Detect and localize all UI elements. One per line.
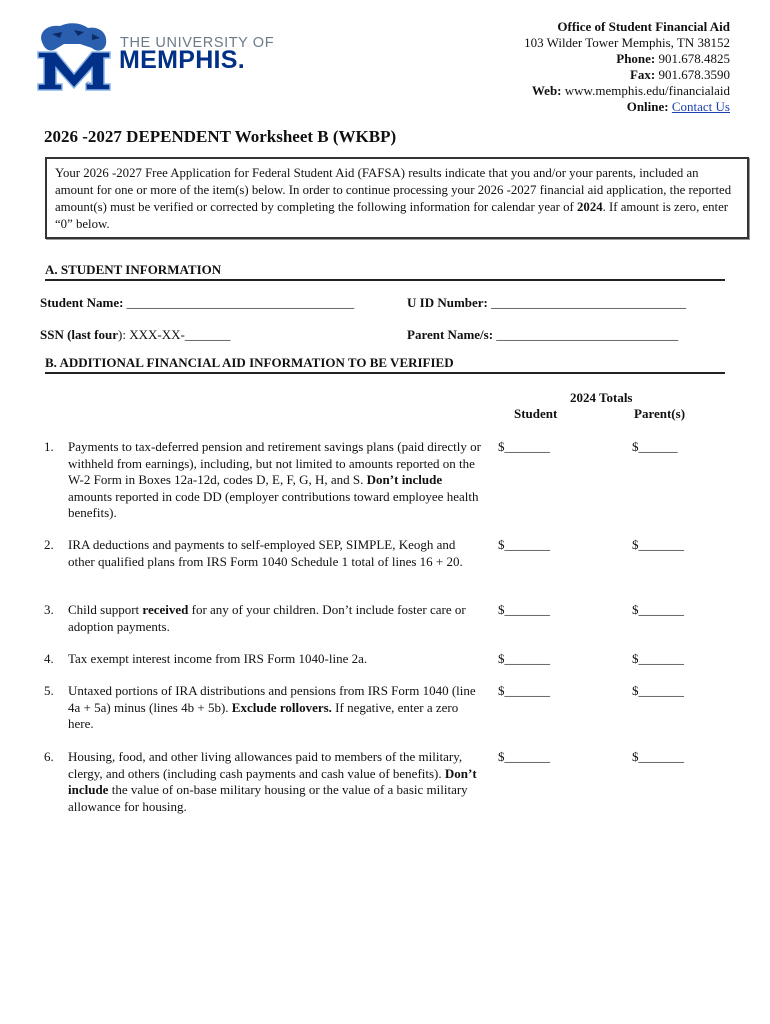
instructions-year: 2024 (577, 200, 603, 214)
instructions-text-end: . If amount is zero, enter “0” below. (55, 200, 729, 231)
fax-value: 901.678.3590 (658, 67, 730, 82)
parent-amount-blank[interactable]: $______ (632, 439, 678, 454)
parent-name-label: Parent Name/s: (407, 327, 494, 342)
ssn-label-close: ): (118, 327, 126, 342)
logo-text-university-of: THE UNIVERSITY OF (120, 35, 275, 51)
office-name: Office of Student Financial Aid (557, 19, 730, 34)
parent-name-field[interactable] (407, 327, 678, 343)
ssn-field[interactable] (40, 327, 230, 343)
list-item (44, 651, 484, 668)
list-item (44, 602, 484, 635)
totals-year-heading: 2024 Totals (570, 390, 633, 405)
student-amount-blank[interactable]: $_______ (498, 651, 550, 666)
student-amount-blank[interactable]: $_______ (498, 602, 550, 617)
item-description-emphasis: Don’t include (68, 765, 477, 797)
parents-column-heading: Parent(s) (634, 406, 686, 421)
online-label: Online: (626, 99, 669, 114)
item-number: 6. (44, 749, 54, 764)
item-description-text: Housing, food, and other living allowances paid to members of the military, clergy, and others (including cash payments and cash value of benefits). (68, 749, 463, 781)
section-a-heading: A. STUDENT INFORMATION (45, 262, 725, 281)
item-number: 2. (44, 537, 54, 552)
item-description-emphasis: Don’t include (366, 472, 443, 487)
item-description-text: Untaxed portions of IRA distributions and pensions from IRS Form 1040 (line 4a + 5a) minus (lines 4b + 5b). (68, 683, 476, 715)
instructions-text: Your 2026 -2027 Free Application for Federal Student Aid (FAFSA) results indicate that you and/or your parents, included an amount for one or more of the item(s) below. In order to continue processing your 2026 -2027 financial aid application, the reported amount(s) must be verified or corrected by completing the following information for calendar year of (55, 166, 732, 214)
web-label: Web: (531, 83, 562, 98)
item-description-emphasis: received (142, 602, 189, 617)
fax-label: Fax: (629, 67, 656, 82)
parent-amount-blank[interactable]: $_______ (632, 683, 684, 698)
student-name-field[interactable] (40, 295, 354, 311)
uid-blank[interactable]: ______________________________ (491, 295, 687, 310)
student-amount-blank[interactable]: $_______ (498, 749, 550, 764)
parent-amount-blank[interactable]: $_______ (632, 651, 684, 666)
office-address: 103 Wilder Tower Memphis, TN 38152 (524, 35, 730, 50)
web-value: www.memphis.edu/financialaid (564, 83, 730, 98)
item-description-text: for any of your children. Don’t include foster care or adoption payments. (68, 602, 466, 634)
parent-amount-blank[interactable]: $_______ (632, 602, 684, 617)
ssn-label: SSN (last four (40, 327, 119, 342)
item-description (68, 749, 484, 815)
item-description (68, 683, 484, 733)
list-item (44, 537, 484, 570)
item-description-text: Tax exempt interest income from IRS Form 1040-line 2a. (68, 651, 368, 666)
item-description (68, 439, 484, 522)
uid-label: U ID Number: (407, 295, 488, 310)
instructions-box (45, 157, 749, 239)
item-description (68, 651, 484, 668)
item-description-text: Child support (68, 602, 143, 617)
phone-value: 901.678.4825 (658, 51, 730, 66)
parent-amount-blank[interactable]: $_______ (632, 537, 684, 552)
item-description (68, 537, 484, 570)
item-number: 1. (44, 439, 54, 454)
list-item (44, 749, 484, 815)
item-description-text: amounts reported in code DD (employer contributions toward employee health benefits). (68, 488, 479, 520)
student-name-label: Student Name: (40, 295, 124, 310)
registered-mark: ® (86, 82, 92, 89)
item-description-text: the value of on-base military housing or the value of a basic military allowance for housing. (68, 782, 468, 814)
item-description-text: If negative, enter a zero here. (68, 699, 459, 731)
item-description (68, 602, 484, 635)
parent-amount-blank[interactable]: $_______ (632, 749, 684, 764)
parent-name-blank[interactable]: ____________________________ (496, 327, 679, 342)
list-item (44, 683, 484, 733)
student-amount-blank[interactable]: $_______ (498, 439, 550, 454)
office-contact-block (524, 19, 730, 115)
page-title: 2026 -2027 DEPENDENT Worksheet B (WKBP) (44, 127, 397, 146)
student-amount-blank[interactable]: $_______ (498, 683, 550, 698)
tiger-m-icon (34, 22, 114, 94)
item-number: 4. (44, 651, 54, 666)
item-number: 3. (44, 602, 54, 617)
section-b-heading: B. ADDITIONAL FINANCIAL AID INFORMATION TO BE VERIFIED (45, 355, 725, 374)
item-number: 5. (44, 683, 54, 698)
item-description-text: Payments to tax-deferred pension and retirement savings plans (paid directly or withheld from earnings), including, but not limited to amounts reported on the W-2 Form in Boxes 12a-12d, codes D, E, F, G, H, and S. (68, 439, 481, 487)
list-item (44, 439, 484, 522)
student-column-heading: Student (514, 406, 558, 421)
item-description-emphasis: Exclude rollovers. (231, 699, 332, 715)
ssn-value[interactable]: XXX-XX-_______ (125, 327, 231, 342)
contact-us-link[interactable]: Contact Us (671, 99, 730, 114)
phone-label: Phone: (616, 51, 656, 66)
student-amount-blank[interactable]: $_______ (498, 537, 550, 552)
uid-number-field[interactable] (407, 295, 686, 311)
item-description-text: IRA deductions and payments to self-employed SEP, SIMPLE, Keogh and other qualified plans from IRS Form 1040 Schedule 1 total of lines 16 + 20. (68, 537, 463, 569)
logo-text-memphis: MEMPHIS. (119, 46, 246, 74)
student-name-blank[interactable]: ___________________________________ (126, 295, 355, 310)
